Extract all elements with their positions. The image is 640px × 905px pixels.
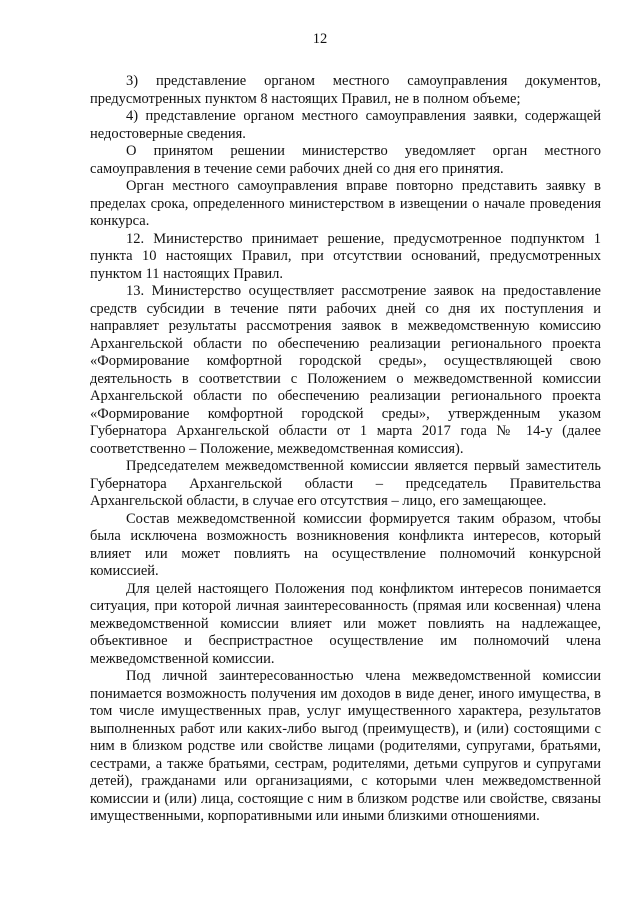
paragraph-resubmission: Орган местного самоуправления вправе повторно представить заявку в пределах срока, определенного министерством в извещении о начале проведения конкурса.: [90, 178, 601, 229]
document-body: [90, 73, 601, 826]
paragraph-decision-notice: О принятом решении министерство уведомляет орган местного самоуправления в течение семи рабочих дней со дня его принятия.: [90, 143, 601, 177]
paragraph-conflict-of-interest: Для целей настоящего Положения под конфликтом интересов понимается ситуация, при которой личная заинтересованность (прямая или косвенная) члена межведомственной комиссии влияет или может повлиять на надлежащее, объективное и беспристрастное осуществление им полномочий члена межведомственной комиссии.: [90, 580, 601, 667]
paragraph-clause-12: 12. Министерство принимает решение, предусмотренное подпунктом 1 пункта 10 настоящих Правил, при отсутствии оснований, предусмотренных пунктом 11 настоящих Правил.: [90, 230, 601, 282]
page-number: 12: [312, 31, 328, 47]
paragraph-clause-13: 13. Министерство осуществляет рассмотрение заявок на предоставление средств субсидии в течение пяти рабочих дней со дня их поступления и направляет результаты рассмотрения заявок в межведомственную комиссию Архангельской области по обеспечению реализации регионального проекта «Формирование комфортной городской среды», осуществляющей свою деятельность в соответствии с Положением о межведомственной комиссии Архангельской области по обеспечению реализации регионального проекта «Формирование комфортной городской среды», утвержденным указом Губернатора Архангельской области от 1 марта 2017 года № 14-у (далее соответственно – Положение, межведомственная комиссия).: [90, 283, 601, 457]
paragraph-personal-interest: Под личной заинтересованностью члена межведомственной комиссии понимается возможность получения им доходов в виде денег, иного имущества, в том числе имущественных прав, услуг имущественного характера, результатов выполненных работ или каких-либо выгод (преимуществ), и (или) состоящими с ним в близком родстве или свойстве лицами (родителями, супругами, братьями, сестрами, а также братьями, сестрам, родителями, детьми супругов и супругами детей), гражданами или организациями, с которыми член межведомственной комиссии и (или) лица, состоящие с ним в близком родстве или свойстве, связаны имущественными, корпоративными или иными близкими отношениями.: [90, 668, 601, 824]
paragraph-item-4: 4) представление органом местного самоуправления заявки, содержащей недостоверные сведения.: [90, 108, 601, 142]
paragraph-commission-composition: Состав межведомственной комиссии формируется таким образом, чтобы была исключена возможность возникновения конфликта интересов, который влияет или может повлиять на осуществление полномочий конкурсной комиссией.: [90, 510, 601, 579]
paragraph-item-3: 3) представление органом местного самоуправления документов, предусмотренных пунктом 8 настоящих Правил, не в полном объеме;: [90, 73, 601, 107]
paragraph-commission-chair: Председателем межведомственной комиссии является первый заместитель Губернатора Архангельской области – председатель Правительства Архангельской области, в случае его отсутствия – лицо, его замещающее.: [90, 458, 601, 509]
